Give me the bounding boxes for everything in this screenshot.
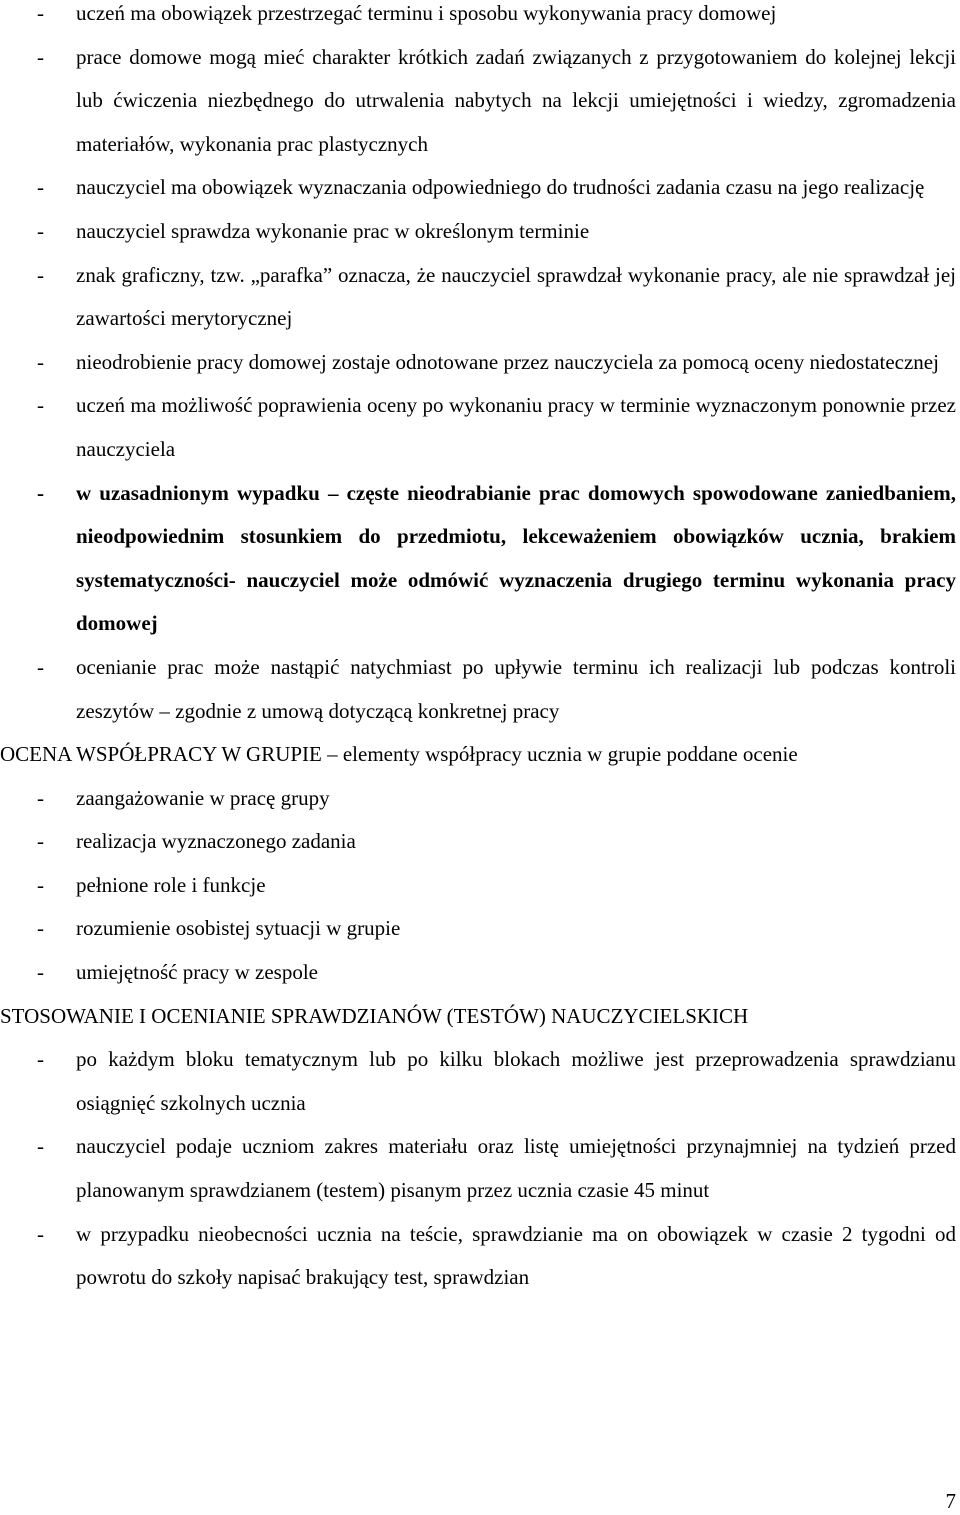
list-item (0, 1125, 960, 1212)
list-dash: - (37, 916, 44, 941)
list-item (0, 1213, 960, 1300)
list-item (0, 777, 960, 821)
list-dash: - (37, 872, 44, 897)
list-item-text: zaangażowanie w pracę grupy (76, 785, 330, 810)
list-item (0, 907, 960, 951)
page-number: 7 (945, 1489, 956, 1513)
list-item-text: uczeń ma obowiązek przestrzegać terminu i sposobu wykonywania pracy domowej (76, 1, 777, 25)
list-item-text: realizacja wyznaczonego zadania (76, 829, 356, 854)
list-item (0, 951, 960, 995)
section-heading-group-work: OCENA WSPÓŁPRACY W GRUPIE – elementy współpracy ucznia w grupie poddane ocenie (0, 742, 798, 767)
list-item-text: uczeń ma możliwość poprawienia oceny po wykonaniu pracy w terminie wyznaczonym ponownie przez nauczyciela (76, 393, 956, 461)
list-item-text: nauczyciel podaje uczniom zakres materiału oraz listę umiejętności przynajmniej na tydzień przed planowanym sprawdzianem (testem) pisanym przez ucznia czasie 45 minut (76, 1134, 956, 1203)
list-item-text: ocenianie prac może nastąpić natychmiast po upływie terminu ich realizacji lub podczas kontroli zeszytów – zgodnie z umową dotyczącą konkretnej pracy (76, 654, 956, 723)
list-dash: - (37, 1, 44, 25)
homework-rules-list (0, 0, 960, 733)
list-dash: - (37, 829, 44, 854)
list-item (0, 254, 960, 341)
list-dash: - (37, 1047, 44, 1072)
list-dash: - (37, 1134, 44, 1159)
list-item-text: umiejętność pracy w zespole (76, 960, 318, 985)
list-item-text: rozumienie osobistej sytuacji w grupie (76, 916, 401, 941)
list-item (0, 341, 960, 385)
list-item (0, 864, 960, 908)
list-dash: - (37, 480, 44, 505)
list-item (0, 1038, 960, 1125)
list-item-bold (0, 472, 960, 646)
list-item-text: znak graficzny, tzw. „parafka” oznacza, że nauczyciel sprawdzał wykonanie pracy, ale nie sprawdzał jej zawartości merytorycznej (76, 262, 956, 331)
list-dash: - (37, 654, 44, 679)
list-item-text: w przypadku nieobecności ucznia na teście, sprawdzianie ma on obowiązek w czasie 2 tygodni od powrotu do szkoły napisać brakujący test, sprawdzian (76, 1221, 956, 1290)
tests-list (0, 1038, 960, 1300)
list-item-text: po każdym bloku tematycznym lub po kilku blokach możliwe jest przeprowadzenia sprawdzianu osiągnięć szkolnych ucznia (76, 1047, 956, 1115)
list-dash: - (37, 785, 44, 810)
list-item (0, 820, 960, 864)
list-dash: - (37, 262, 44, 287)
list-dash: - (37, 218, 44, 243)
list-dash: - (37, 960, 44, 985)
list-item-text: nauczyciel sprawdza wykonanie prac w określonym terminie (76, 218, 590, 243)
list-item (0, 36, 960, 167)
list-dash: - (37, 393, 44, 418)
list-dash: - (37, 1221, 44, 1246)
list-item (0, 0, 960, 36)
list-item-text: prace domowe mogą mieć charakter krótkich zadań związanych z przygotowaniem do kolejnej lekcji lub ćwiczenia niezbędnego do utrwalenia nabytych na lekcji umiejętności i wiedzy, zgromadzenia materiałów, wykonania prac plastycznych (76, 44, 956, 156)
list-item-text: nauczyciel ma obowiązek wyznaczania odpowiedniego do trudności zadania czasu na jego realizację (76, 175, 925, 200)
list-item-text: nieodrobienie pracy domowej zostaje odnotowane przez nauczyciela za pomocą oceny niedostatecznej (76, 349, 939, 374)
list-item-text: w uzasadnionym wypadku – częste nieodrabianie prac domowych spowodowane zaniedbaniem, nieodpowiednim stosunkiem do przedmiotu, lekceważeniem obowiązków ucznia, brakiem systematyczności- nauczyciel może odmówić wyznaczenia drugiego terminu wykonania pracy domowej (76, 480, 956, 636)
group-work-list (0, 777, 960, 995)
list-dash: - (37, 44, 44, 69)
list-item-text: pełnione role i funkcje (76, 872, 266, 897)
section-heading-tests: STOSOWANIE I OCENIANIE SPRAWDZIANÓW (TESTÓW) NAUCZYCIELSKICH (0, 1003, 749, 1028)
list-item (0, 166, 960, 210)
list-dash: - (37, 175, 44, 200)
list-item (0, 384, 960, 471)
list-item (0, 646, 960, 733)
list-item (0, 210, 960, 254)
list-dash: - (37, 349, 44, 374)
